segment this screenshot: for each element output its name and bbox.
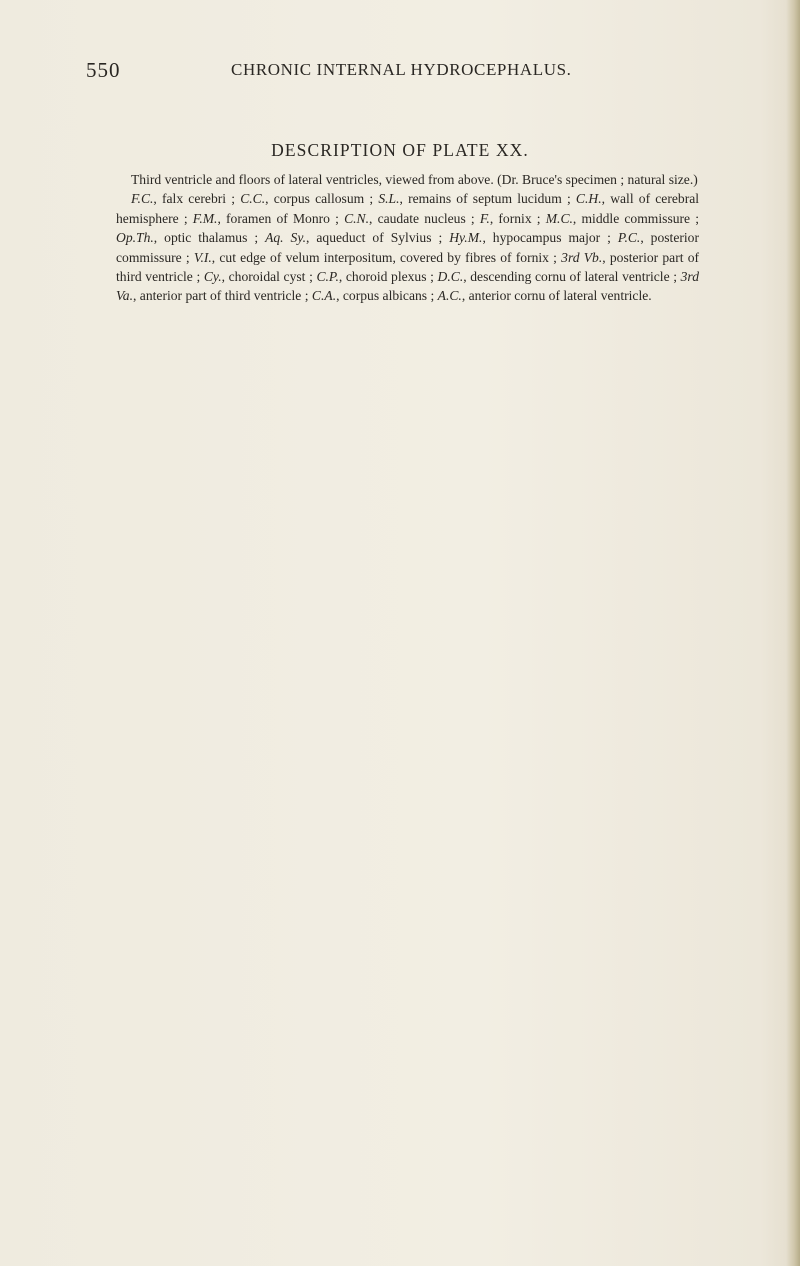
legend-meaning: caudate nucleus <box>377 210 466 226</box>
legend-abbreviation: F.C. <box>131 191 154 207</box>
plate-heading: DESCRIPTION OF PLATE XX. <box>271 140 529 160</box>
legend-abbreviation: C.C. <box>240 191 266 207</box>
legend-entry: C.C., corpus callosum <box>240 191 365 207</box>
legend-entry: 3rd Va., anterior part of third ventricle <box>116 269 700 304</box>
description-legend: F.C., falx cerebri ; C.C., corpus callosum ; S.L., remains of septum lucidum ; C.H., wall of cerebral hemisphere ; F.M., foramen of Monro ; C.N., caudate nucleus ; F., fornix ; M.C., middle commissure ; Op.Th., optic thalamus ; Aq. Sy., aqueduct of Sylvius ; Hy.M., hypocampus major ; P.C., posterior commissure ; V.I., cut edge of velum interpositum, covered by fibres of fornix ; 3rd Vb., posterior part of third ventricle ; Cy., choroidal cyst ; C.P., choroid plexus ; D.C., descending cornu of lateral ventricle ; 3rd Va., anterior part of third ventricle ; C.A., corpus albicans ; A.C., anterior cornu of lateral ventricle. <box>116 191 700 304</box>
legend-meaning: foramen of Monro <box>226 210 330 226</box>
legend-entry: M.C., middle commissure <box>545 210 691 226</box>
legend-entry: C.N., caudate nucleus <box>344 210 466 226</box>
legend-meaning: choroidal cyst <box>228 269 306 285</box>
legend-entry: Hy.M., hypocampus major <box>449 230 601 246</box>
legend-meaning: aqueduct of Sylvius <box>316 230 432 246</box>
legend-abbreviation: A.C. <box>437 288 462 304</box>
legend-meaning: corpus callosum <box>273 191 365 207</box>
legend-meaning: middle commissure <box>581 210 691 226</box>
legend-meaning: remains of septum lucidum <box>408 191 562 207</box>
legend-abbreviation: F.M. <box>192 210 218 226</box>
legend-entry: D.C., descending cornu of lateral ventricle <box>437 269 670 285</box>
legend-abbreviation: C.A. <box>311 288 337 304</box>
legend-abbreviation: Op.Th. <box>116 230 154 246</box>
legend-abbreviation: F. <box>479 210 490 226</box>
legend-abbreviation: C.H. <box>575 191 602 207</box>
legend-abbreviation: 3rd Va. <box>116 269 700 304</box>
legend-entry: F.C., falx cerebri <box>131 191 227 207</box>
running-head <box>86 58 726 82</box>
description-intro: Third ventricle and floors of lateral ventricles, viewed from above. (Dr. Bruce's specimen ; natural size.) <box>131 172 698 187</box>
legend-entry: C.P., choroid plexus <box>316 269 427 285</box>
running-title: CHRONIC INTERNAL HYDROCEPHALUS. <box>231 60 572 79</box>
legend-meaning: falx cerebri <box>162 191 227 207</box>
legend-entry: S.L., remains of septum lucidum <box>378 191 562 207</box>
legend-abbreviation: Cy. <box>203 269 222 285</box>
plate-description <box>116 170 699 306</box>
page-edge-shadow <box>786 0 800 1266</box>
legend-abbreviation: M.C. <box>545 210 573 226</box>
legend-abbreviation: C.P. <box>316 269 339 285</box>
legend-meaning: hypocampus major <box>492 230 601 246</box>
legend-abbreviation: S.L. <box>378 191 400 207</box>
legend-meaning: posterior commissure <box>116 230 699 265</box>
legend-meaning: anterior part of third ventricle <box>139 288 302 304</box>
legend-entry: C.A., corpus albicans <box>311 288 428 304</box>
legend-meaning: anterior cornu of lateral ventricle <box>468 288 649 304</box>
legend-entry: A.C., anterior cornu of lateral ventricle <box>437 288 649 304</box>
legend-abbreviation: 3rd Vb. <box>561 249 603 265</box>
legend-entry: F.M., foramen of Monro <box>192 210 330 226</box>
legend-entry: V.I., cut edge of velum interpositum, covered by fibres of fornix <box>193 249 549 265</box>
legend-entry: C.H., wall of cerebral hemisphere <box>116 191 700 226</box>
legend-entry: 3rd Vb., posterior part of third ventricle <box>116 249 700 285</box>
legend-meaning: corpus albicans <box>342 288 428 304</box>
legend-entry: F., fornix <box>479 210 532 226</box>
legend-meaning: cut edge of velum interpositum, covered by fibres of fornix <box>219 249 549 265</box>
legend-meaning: optic thalamus <box>164 230 248 246</box>
legend-abbreviation: V.I. <box>193 249 212 265</box>
legend-meaning: choroid plexus <box>345 269 427 285</box>
legend-abbreviation: D.C. <box>437 269 464 285</box>
legend-meaning: posterior part of third ventricle <box>116 249 700 285</box>
legend-abbreviation: P.C. <box>617 230 641 246</box>
legend-entry: Cy., choroidal cyst <box>203 269 306 285</box>
legend-abbreviation: C.N. <box>344 210 369 226</box>
legend-entry: Op.Th., optic thalamus <box>116 230 248 246</box>
page-number: 550 <box>86 58 121 82</box>
legend-entry: Aq. Sy., aqueduct of Sylvius <box>265 230 432 246</box>
legend-abbreviation: Hy.M. <box>449 230 483 246</box>
legend-meaning: wall of cerebral hemisphere <box>116 191 700 226</box>
legend-entry: P.C., posterior commissure <box>116 230 699 265</box>
legend-meaning: descending cornu of lateral ventricle <box>470 269 670 285</box>
legend-meaning: fornix <box>498 210 532 226</box>
legend-abbreviation: Aq. Sy. <box>265 230 307 246</box>
